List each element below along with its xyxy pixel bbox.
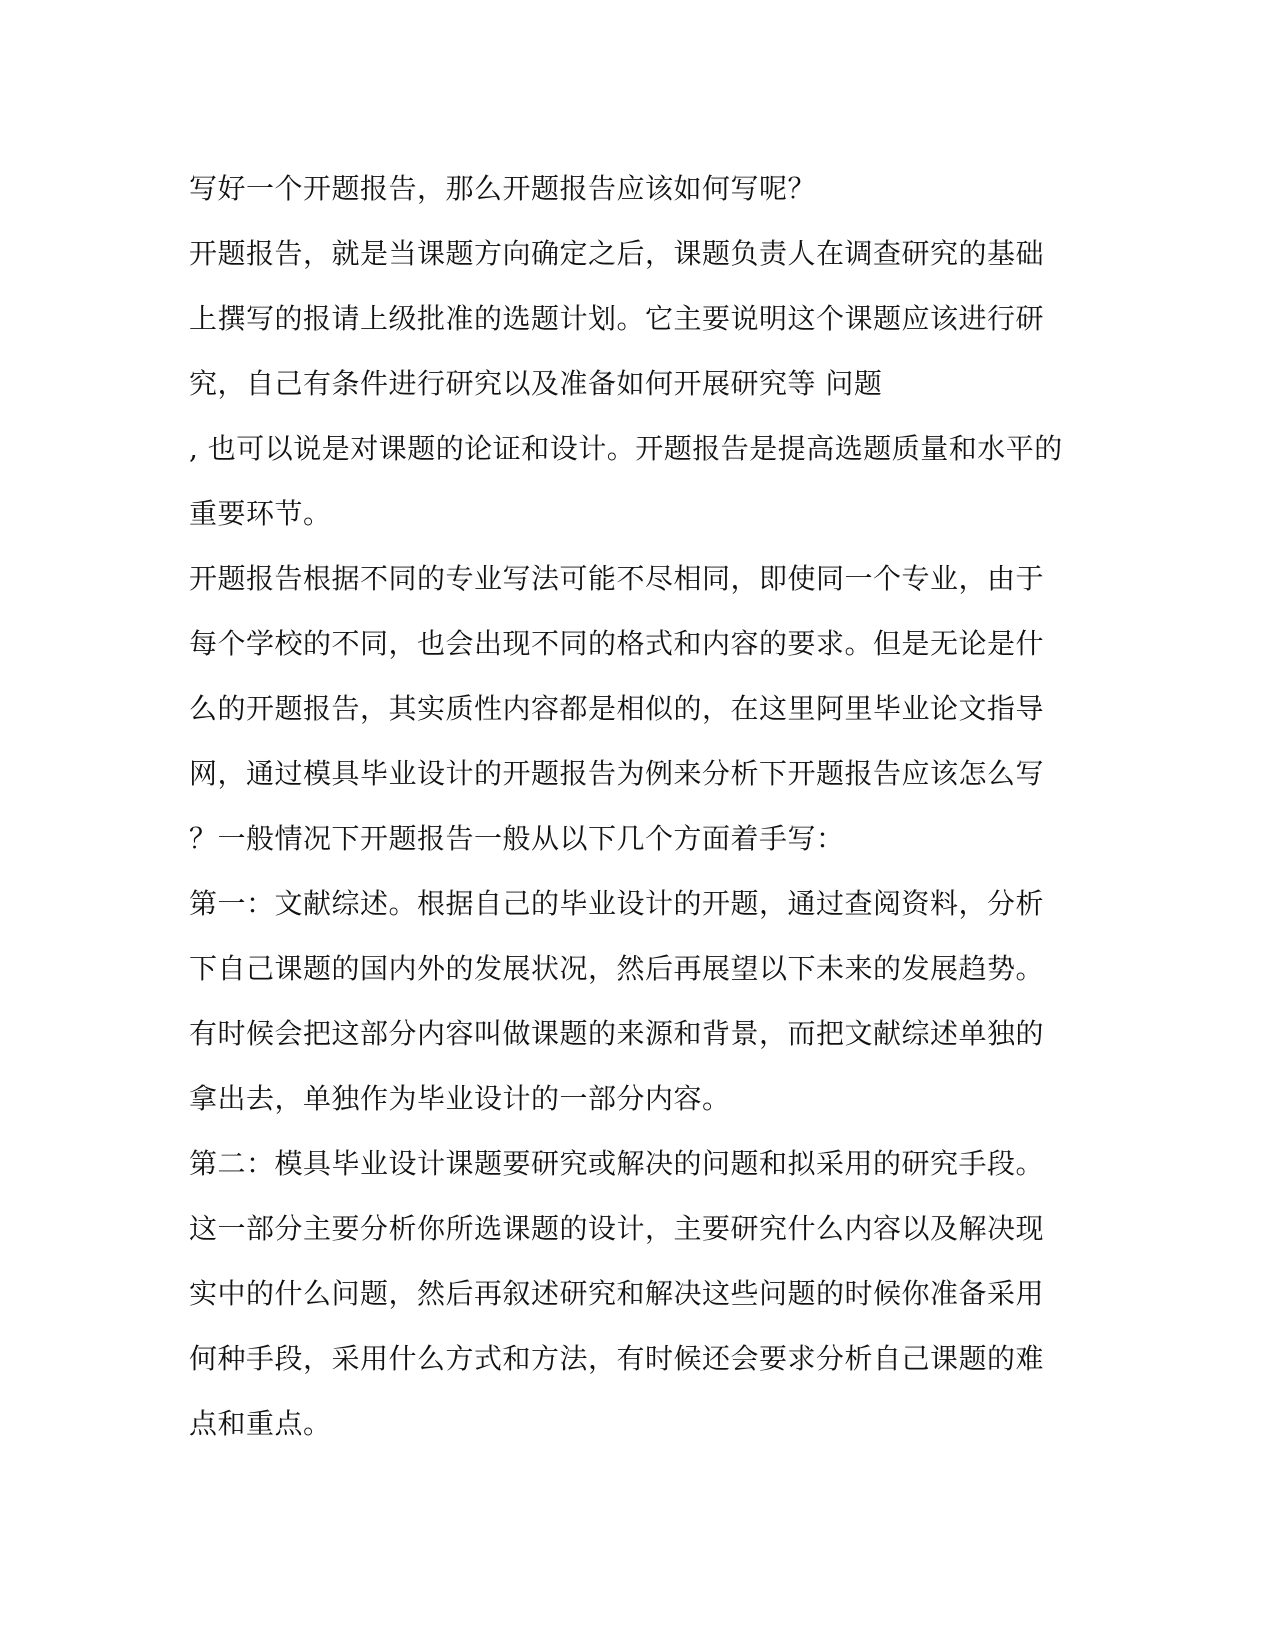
text-line: 实中的什么问题，然后再叙述研究和解决这些问题的时候你准备采用	[189, 1277, 1045, 1310]
text-line: 点和重点。	[189, 1407, 332, 1440]
text-line: 第二：模具毕业设计课题要研究或解决的问题和拟采用的研究手段。	[189, 1147, 1045, 1180]
text-line: ？一般情况下开题报告一般从以下几个方面着手写：	[189, 822, 845, 855]
text-line: 写好一个开题报告，那么开题报告应该如何写呢？	[189, 172, 817, 205]
text-line: 重要环节。	[189, 497, 332, 530]
text-line: 有时候会把这部分内容叫做课题的来源和背景，而把文献综述单独的	[189, 1017, 1045, 1050]
text-line: 这一部分主要分析你所选课题的设计，主要研究什么内容以及解决现	[189, 1212, 1045, 1245]
text-line: 开题报告，就是当课题方向确定之后，课题负责人在调查研究的基础	[189, 237, 1045, 270]
text-line: 拿出去，单独作为毕业设计的一部分内容。	[189, 1082, 731, 1115]
text-line: 究，自己有条件进行研究以及准备如何开展研究等 问题	[189, 367, 883, 400]
text-line: 上撰写的报请上级批准的选题计划。它主要说明这个课题应该进行研	[189, 302, 1045, 335]
text-line: 每个学校的不同，也会出现不同的格式和内容的要求。但是无论是什	[189, 627, 1045, 660]
text-line: , 也可以说是对课题的论证和设计。开题报告是提高选题质量和水平的	[189, 432, 1063, 465]
text-line: 第一：文献综述。根据自己的毕业设计的开题，通过查阅资料，分析	[189, 887, 1045, 920]
text-line: 网，通过模具毕业设计的开题报告为例来分析下开题报告应该怎么写	[189, 757, 1045, 790]
text-line: 何种手段，采用什么方式和方法，有时候还会要求分析自己课题的难	[189, 1342, 1045, 1375]
text-line: 么的开题报告，其实质性内容都是相似的，在这里阿里毕业论文指导	[189, 692, 1045, 725]
text-line: 下自己课题的国内外的发展状况，然后再展望以下未来的发展趋势。	[189, 952, 1045, 985]
text-line: 开题报告根据不同的专业写法可能不尽相同，即使同一个专业，由于	[189, 562, 1045, 595]
document-body	[189, 156, 1089, 1456]
